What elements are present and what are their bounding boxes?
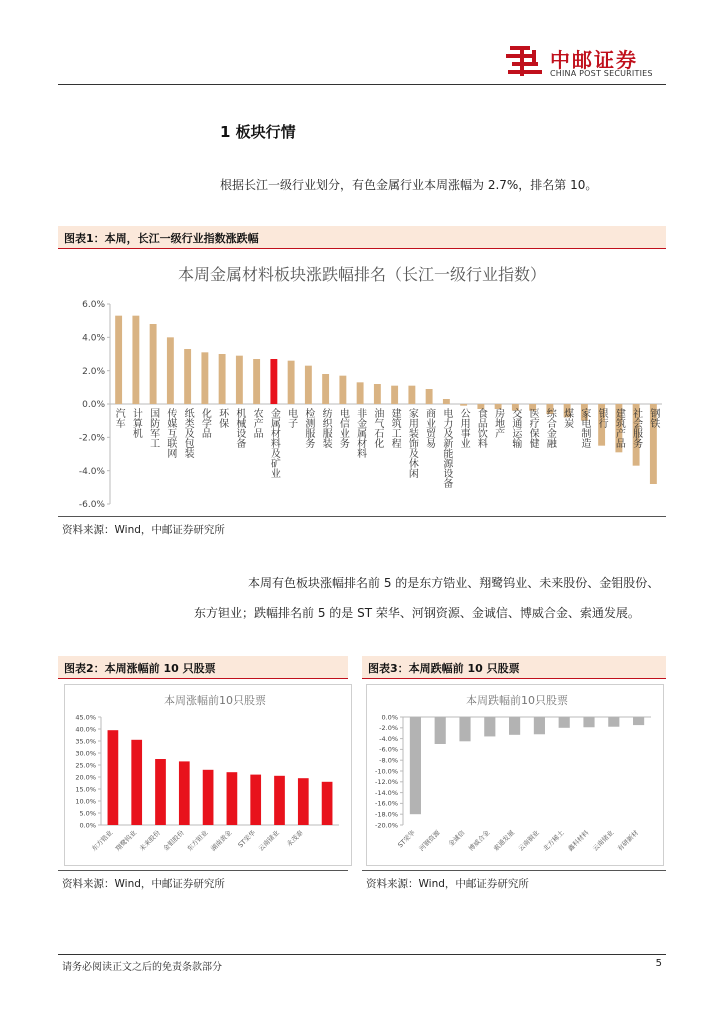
x-category-label: 纸类及包装 (182, 408, 194, 458)
figure3-source: 资料来源：Wind，中邮证券研究所 (366, 878, 529, 890)
figure2-bottom-rule (58, 870, 348, 871)
figure1-bottom-rule (58, 516, 666, 517)
x-category-label: 银行 (596, 408, 608, 428)
y-tick-label: -8.0% (379, 756, 398, 765)
x-category-label: 金诚信 (446, 828, 467, 849)
bar (155, 759, 166, 825)
bar (509, 717, 520, 735)
bar (201, 352, 208, 404)
y-tick-label: 40.0% (75, 725, 96, 734)
x-category-label: 机械设备 (233, 408, 245, 448)
x-category-label: 家用装饰及休闲 (406, 408, 418, 478)
bar (534, 717, 545, 734)
logo-english-text: CHINA POST SECURITIES (550, 69, 653, 78)
bar (583, 717, 594, 727)
x-category-label: 检测服务 (302, 408, 314, 448)
paragraph-top-stocks: 本周有色板块涨幅排名前 5 的是东方锆业、翔鹭钨业、未来股份、金钼股份、东方钽业；跌幅排名前 5 的是 ST 荣华、河钢资源、金诚信、博威合金、索通发展。 (194, 576, 660, 620)
y-tick-label: 5.0% (79, 809, 96, 818)
section-title: 1 板块行情 (220, 123, 296, 141)
logo-mark-icon (506, 44, 544, 78)
x-category-label: 电子 (285, 408, 297, 428)
x-category-label: 博威合金 (467, 828, 492, 853)
x-category-label: 环保 (216, 408, 228, 428)
x-category-label: 公用事业 (458, 408, 470, 448)
bar (608, 717, 619, 727)
figure1-chart (58, 290, 670, 514)
y-tick-label: 0.0% (381, 713, 398, 722)
bar (270, 359, 277, 404)
y-tick-label: -6.0% (78, 500, 105, 511)
y-tick-label: 0.0% (79, 821, 96, 830)
x-category-label: 综合金融 (544, 408, 556, 448)
y-tick-label: -2.0% (379, 724, 398, 733)
y-tick-label: 6.0% (82, 300, 105, 311)
x-category-label: 医疗保健 (527, 408, 539, 448)
x-category-label: 交通运输 (509, 408, 521, 448)
bar (443, 399, 450, 404)
y-tick-label: -18.0% (375, 810, 398, 819)
x-category-label: 东方钽业 (185, 828, 210, 853)
bar (253, 359, 260, 404)
bar (484, 717, 495, 736)
x-category-label: 永茂泰 (285, 828, 305, 849)
x-category-label: 建筑产品 (613, 408, 625, 448)
x-category-label: ST荣华 (236, 828, 258, 850)
x-category-label: 煤炭 (561, 408, 573, 428)
x-category-label: 社会服务 (630, 408, 642, 448)
x-category-label: 东方锆业 (90, 828, 115, 853)
bar (274, 776, 285, 825)
bar (426, 389, 433, 404)
x-category-label: 鑫科材料 (566, 828, 591, 853)
y-tick-label: 15.0% (75, 785, 96, 794)
bar (410, 717, 421, 814)
footer-disclaimer: 请务必阅读正文之后的免责条款部分 (62, 962, 222, 973)
bar (236, 356, 243, 404)
y-tick-label: -12.0% (375, 778, 398, 787)
x-category-label: 北方稀土 (541, 828, 566, 853)
bar (374, 384, 381, 404)
bar (391, 386, 398, 404)
x-category-label: 钢铁 (647, 408, 659, 428)
x-category-label: 翔鹭钨业 (114, 828, 139, 853)
bar (357, 382, 364, 404)
x-category-label: 食品饮料 (475, 408, 487, 448)
y-tick-label: 30.0% (75, 749, 96, 758)
y-tick-label: 2.0% (82, 366, 105, 377)
x-category-label: 化学品 (199, 408, 211, 438)
bar (115, 316, 122, 404)
y-tick-label: -10.0% (375, 767, 398, 776)
x-category-label: 电信业务 (337, 408, 349, 448)
x-category-label: 金钼股份 (161, 828, 186, 853)
bar (559, 717, 570, 728)
bar (288, 361, 295, 404)
x-category-label: 农产品 (251, 408, 263, 438)
y-tick-label: -16.0% (375, 799, 398, 808)
bar (219, 354, 226, 404)
x-category-label: 家电制造 (578, 408, 590, 448)
x-category-label: 湖南黄金 (209, 828, 234, 853)
figure1-source: 资料来源：Wind，中邮证券研究所 (62, 524, 225, 536)
y-tick-label: 25.0% (75, 761, 96, 770)
bar (633, 717, 644, 725)
bar (184, 349, 191, 404)
y-tick-label: 35.0% (75, 737, 96, 746)
company-logo (506, 42, 666, 82)
x-category-label: ST荣华 (396, 828, 417, 850)
x-category-label: 计算机 (130, 408, 142, 438)
page-number: 5 (655, 958, 662, 969)
x-category-label: 有研新材 (615, 828, 641, 853)
figure2-chart-frame (64, 684, 352, 866)
x-category-label: 未来股份 (137, 828, 162, 853)
figure3-chart-frame (366, 684, 664, 866)
figure3-caption: 图表3：本周跌幅前 10 只股票 (368, 662, 520, 675)
figure2-source: 资料来源：Wind，中邮证券研究所 (62, 878, 225, 890)
figure1-caption-bar (58, 226, 666, 249)
bar (460, 404, 467, 406)
bar (408, 386, 415, 404)
bar (203, 770, 214, 825)
y-tick-label: 10.0% (75, 797, 96, 806)
figure3-bottom-rule (362, 870, 666, 871)
y-tick-label: -14.0% (375, 788, 398, 797)
bar (250, 775, 261, 825)
bar (131, 740, 142, 825)
bar (339, 376, 346, 404)
figure2-caption-bar (58, 656, 348, 679)
x-category-label: 河钢资源 (417, 828, 442, 853)
x-category-label: 电力及新能源设备 (440, 408, 452, 488)
bar (132, 316, 139, 404)
x-category-label: 油气石化 (371, 408, 383, 448)
figure2-chart (65, 685, 351, 865)
y-tick-label: 0.0% (82, 400, 105, 411)
y-tick-label: -4.0% (379, 734, 398, 743)
bar (322, 782, 333, 825)
x-category-label: 建筑工程 (389, 408, 401, 448)
bar (108, 730, 119, 825)
x-category-label: 传媒互联网 (164, 408, 176, 458)
y-tick-label: -6.0% (379, 745, 398, 754)
x-category-label: 云南铜业 (516, 828, 541, 853)
y-tick-label: -4.0% (78, 466, 105, 477)
x-category-label: 纺织服装 (320, 408, 332, 448)
bar (322, 374, 329, 404)
y-tick-label: -2.0% (78, 433, 105, 444)
y-tick-label: 45.0% (75, 713, 96, 722)
y-tick-label: -20.0% (375, 821, 398, 830)
chart-title: 本周跌幅前10只股票 (466, 694, 568, 707)
bar (459, 717, 470, 741)
y-tick-label: 4.0% (82, 333, 105, 344)
bar (167, 337, 174, 404)
bar (298, 778, 309, 825)
paragraph-sector-summary: 根据长江一级行业划分，有色金属行业本周涨幅为 2.7%，排名第 10。 (220, 178, 598, 192)
x-category-label: 金属材料及矿业 (268, 408, 280, 478)
chart-title: 本周涨幅前10只股票 (164, 694, 266, 707)
figure3-chart (367, 685, 663, 865)
x-category-label: 汽车 (113, 408, 125, 428)
bar (305, 366, 312, 404)
figure1-caption: 图表1：本周，长江一级行业指数涨跌幅 (64, 232, 259, 245)
x-category-label: 云南锗业 (256, 828, 281, 853)
y-tick-label: 20.0% (75, 773, 96, 782)
x-category-label: 索通发展 (491, 828, 517, 853)
header-divider (58, 84, 666, 85)
footer-divider (58, 954, 666, 955)
x-category-label: 房地产 (492, 408, 504, 438)
x-category-label: 非金属材料 (354, 408, 366, 458)
bar (435, 717, 446, 744)
bar (227, 772, 238, 825)
x-category-label: 商业贸易 (423, 408, 435, 448)
bar (179, 761, 190, 825)
x-category-label: 国防军工 (147, 408, 159, 448)
figure2-caption: 图表2：本周涨幅前 10 只股票 (64, 662, 216, 675)
logo-chinese-text: 中邮证券 (550, 48, 638, 72)
bar (150, 324, 157, 404)
figure1-chart-title: 本周金属材料板块涨跌幅排名（长江一级行业指数） (177, 265, 546, 284)
x-category-label: 云南锗业 (591, 828, 616, 853)
figure3-caption-bar (362, 656, 666, 679)
